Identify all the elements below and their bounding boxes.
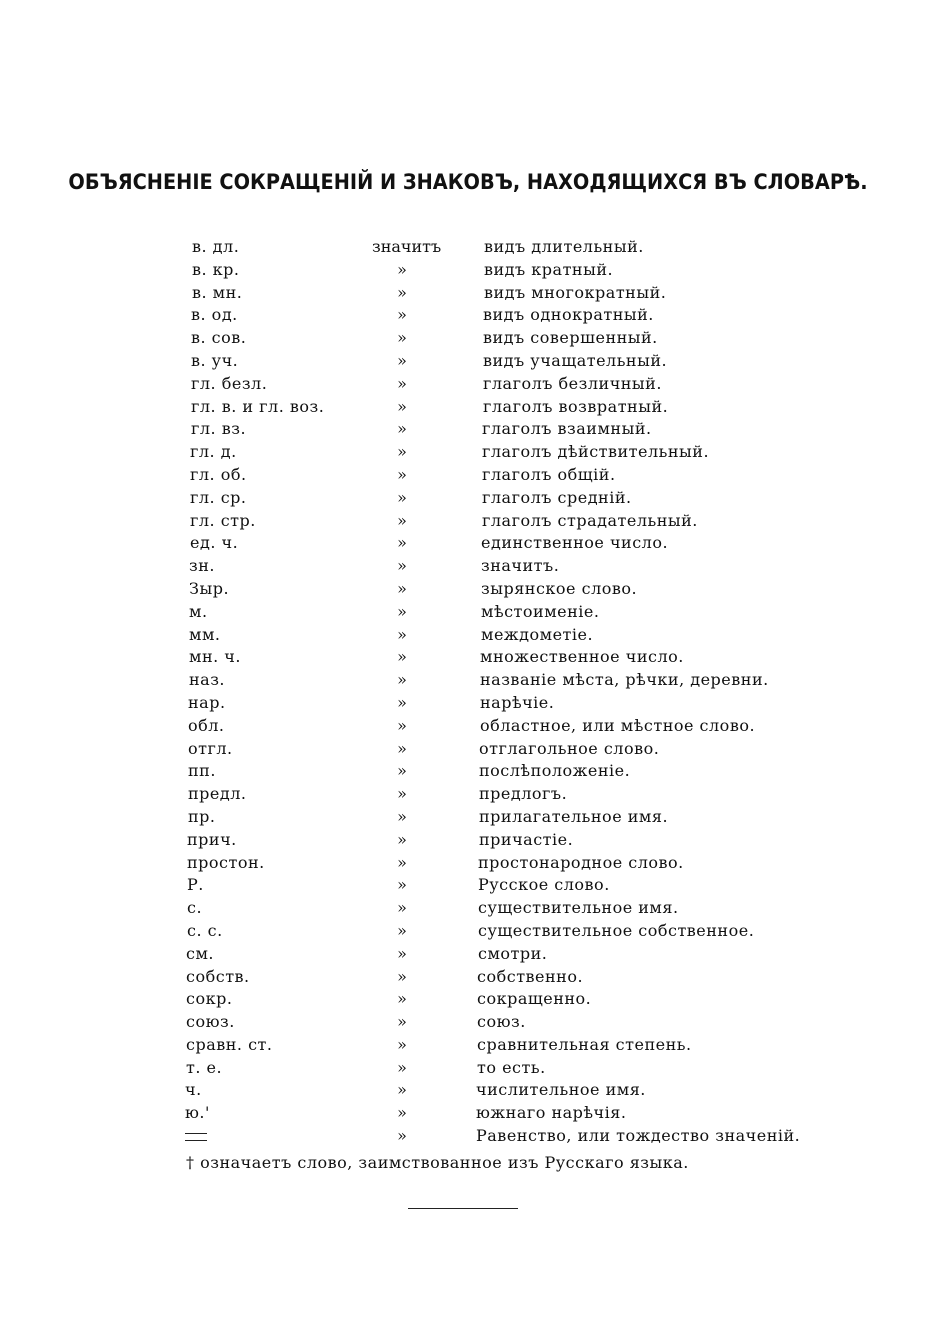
abbreviation: пп.	[188, 761, 216, 781]
list-item	[0, 738, 936, 761]
list-item	[0, 1102, 936, 1125]
ditto-mark: »	[397, 1012, 407, 1032]
ditto-mark: »	[397, 464, 407, 484]
ditto-mark: »	[397, 898, 407, 918]
abbreviation: простон.	[187, 852, 265, 872]
abbreviation: Р.	[187, 875, 204, 895]
list-item	[0, 259, 936, 282]
meaning: значитъ.	[481, 556, 560, 576]
meaning: южнаго нарѣчія.	[476, 1103, 627, 1123]
meaning: видъ совершенный.	[483, 328, 658, 348]
ditto-mark: »	[397, 487, 407, 507]
meaning: видъ однократный.	[483, 305, 654, 325]
list-item	[0, 373, 936, 396]
ditto-mark: »	[397, 920, 407, 940]
list-item	[0, 1125, 936, 1148]
meaning: междометіе.	[481, 624, 594, 644]
meaning: областное, или мѣстное слово.	[480, 715, 756, 735]
list-item	[0, 304, 936, 327]
ditto-mark: »	[397, 875, 407, 895]
list-item	[0, 1079, 936, 1102]
abbreviation: гл. безл.	[191, 373, 268, 393]
abbreviation: пр.	[188, 806, 216, 826]
abbreviation: предл.	[188, 784, 247, 804]
abbreviation-list	[0, 236, 936, 1148]
abbreviation	[185, 1125, 207, 1148]
meaning: простонародное слово.	[478, 852, 684, 872]
ditto-mark: »	[397, 784, 407, 804]
list-item	[0, 624, 936, 647]
meaning: отглагольное слово.	[479, 738, 660, 758]
meaning: Русское слово.	[478, 875, 610, 895]
ditto-mark: »	[397, 533, 407, 553]
meaning: смотри.	[478, 943, 548, 963]
meaning: нарѣчіе.	[480, 692, 555, 712]
abbreviation: см.	[186, 943, 214, 963]
list-item	[0, 646, 936, 669]
meaning: названіе мѣста, рѣчки, деревни.	[480, 670, 769, 690]
meaning: зырянское слово.	[481, 578, 638, 598]
meaning: сокращенно.	[477, 989, 592, 1009]
ditto-mark: »	[397, 806, 407, 826]
meaning: послѣположеніе.	[479, 761, 631, 781]
abbreviation: ю.'	[185, 1103, 210, 1123]
abbreviation: в. дл.	[192, 237, 240, 256]
abbreviation: ч.	[185, 1080, 202, 1100]
equals-sign-icon	[185, 1133, 207, 1141]
abbreviation: в. од.	[191, 305, 238, 325]
ditto-mark: »	[397, 670, 407, 690]
meaning: существительное имя.	[478, 898, 679, 918]
list-item	[0, 692, 936, 715]
list-item	[0, 282, 936, 305]
meaning: числительное имя.	[476, 1080, 646, 1100]
ditto-mark: значитъ	[372, 237, 442, 256]
ditto-mark: »	[397, 989, 407, 1009]
meaning: предлогъ.	[479, 784, 568, 804]
abbreviation: наз.	[189, 670, 226, 690]
abbreviation: мм.	[189, 624, 221, 644]
abbreviation: мн. ч.	[189, 647, 241, 667]
ditto-mark: »	[397, 692, 407, 712]
list-item	[0, 236, 936, 259]
abbreviation: собств.	[186, 966, 250, 986]
list-item	[0, 943, 936, 966]
ditto-mark: »	[397, 943, 407, 963]
abbreviation: в. кр.	[192, 259, 240, 279]
ditto-mark: »	[397, 396, 407, 416]
ditto-mark: »	[397, 1103, 407, 1123]
abbreviation: м.	[189, 601, 208, 621]
list-item	[0, 396, 936, 419]
list-item	[0, 920, 936, 943]
ditto-mark: »	[397, 1034, 407, 1054]
list-item	[0, 829, 936, 852]
meaning: глаголъ безличный.	[483, 373, 662, 393]
ditto-mark: »	[397, 556, 407, 576]
meaning: глаголъ страдательный.	[482, 510, 698, 530]
footnote: † означаетъ слово, заимствованное изъ Русскаго языка.	[186, 1153, 689, 1172]
ditto-mark: »	[397, 282, 407, 302]
list-item	[0, 806, 936, 829]
ditto-mark: »	[397, 966, 407, 986]
ditto-mark: »	[397, 350, 407, 370]
ditto-mark: »	[397, 1126, 407, 1146]
ditto-mark: »	[397, 442, 407, 462]
meaning: глаголъ средній.	[482, 487, 632, 507]
ditto-mark: »	[397, 305, 407, 325]
meaning: собственно.	[477, 966, 584, 986]
ditto-mark: »	[397, 1080, 407, 1100]
list-item	[0, 874, 936, 897]
ditto-mark: »	[397, 761, 407, 781]
meaning: глаголъ взаимный.	[482, 419, 652, 439]
abbreviation: гл. об.	[190, 464, 247, 484]
abbreviation: отгл.	[188, 738, 233, 758]
list-item	[0, 555, 936, 578]
meaning: мѣстоименіе.	[481, 601, 600, 621]
list-item	[0, 418, 936, 441]
meaning: видъ многократный.	[484, 282, 667, 302]
ditto-mark: »	[397, 647, 407, 667]
abbreviation: Зыр.	[189, 578, 230, 598]
ditto-mark: »	[397, 578, 407, 598]
list-item	[0, 1034, 936, 1057]
meaning: глаголъ возвратный.	[483, 396, 669, 416]
abbreviation: сокр.	[186, 989, 233, 1009]
ditto-mark: »	[397, 373, 407, 393]
abbreviation: союз.	[186, 1012, 235, 1032]
list-item	[0, 327, 936, 350]
meaning: сравнительная степень.	[477, 1034, 692, 1054]
meaning: то есть.	[477, 1057, 546, 1077]
meaning: единственное число.	[481, 533, 669, 553]
list-item	[0, 1011, 936, 1034]
ditto-mark: »	[397, 1057, 407, 1077]
list-item	[0, 783, 936, 806]
ditto-mark: »	[397, 259, 407, 279]
page-title: ОБЪЯСНЕНІЕ СОКРАЩЕНІЙ И ЗНАКОВЪ, НАХОДЯЩИХСЯ ВЪ СЛОВАРѢ.	[68, 170, 868, 194]
meaning: глаголъ общій.	[482, 464, 616, 484]
list-item	[0, 601, 936, 624]
list-item	[0, 966, 936, 989]
ditto-mark: »	[397, 601, 407, 621]
list-item	[0, 897, 936, 920]
ditto-mark: »	[397, 852, 407, 872]
meaning: глаголъ дѣйствительный.	[482, 442, 710, 462]
abbreviation: т. е.	[186, 1057, 223, 1077]
abbreviation: гл. д.	[190, 442, 237, 462]
meaning: союз.	[477, 1012, 526, 1032]
abbreviation: ед. ч.	[190, 533, 239, 553]
list-item	[0, 760, 936, 783]
list-item	[0, 464, 936, 487]
meaning: причастіе.	[479, 829, 574, 849]
abbreviation: с. с.	[187, 920, 223, 940]
list-item	[0, 487, 936, 510]
list-item	[0, 988, 936, 1011]
list-item	[0, 441, 936, 464]
list-item	[0, 1057, 936, 1080]
abbreviation: гл. вз.	[191, 419, 247, 439]
ditto-mark: »	[397, 624, 407, 644]
abbreviation: прич.	[187, 829, 237, 849]
meaning: видъ кратный.	[484, 259, 614, 279]
list-item	[0, 532, 936, 555]
abbreviation: гл. ср.	[190, 487, 247, 507]
abbreviation: обл.	[188, 715, 225, 735]
ditto-mark: »	[397, 419, 407, 439]
abbreviation: нар.	[188, 692, 226, 712]
section-divider	[408, 1208, 518, 1209]
list-item	[0, 852, 936, 875]
list-item	[0, 715, 936, 738]
abbreviation: в. сов.	[191, 328, 247, 348]
ditto-mark: »	[397, 510, 407, 530]
abbreviation: зн.	[189, 556, 215, 576]
ditto-mark: »	[397, 715, 407, 735]
ditto-mark: »	[397, 738, 407, 758]
abbreviation: в. уч.	[191, 350, 239, 370]
meaning: Равенство, или тождество значеній.	[476, 1126, 801, 1146]
meaning: видъ учащательный.	[483, 350, 668, 370]
abbreviation: с.	[187, 898, 203, 918]
meaning: существительное собственное.	[478, 920, 755, 940]
abbreviation: сравн. ст.	[186, 1034, 273, 1054]
list-item	[0, 350, 936, 373]
ditto-mark: »	[397, 328, 407, 348]
list-item	[0, 669, 936, 692]
list-item	[0, 510, 936, 533]
list-item	[0, 578, 936, 601]
meaning: прилагательное имя.	[479, 806, 669, 826]
meaning: видъ длительный.	[484, 237, 644, 256]
abbreviation: гл. в. и гл. воз.	[191, 396, 325, 416]
meaning: множественное число.	[480, 647, 684, 667]
abbreviation: в. мн.	[192, 282, 243, 302]
ditto-mark: »	[397, 829, 407, 849]
abbreviation: гл. стр.	[190, 510, 256, 530]
